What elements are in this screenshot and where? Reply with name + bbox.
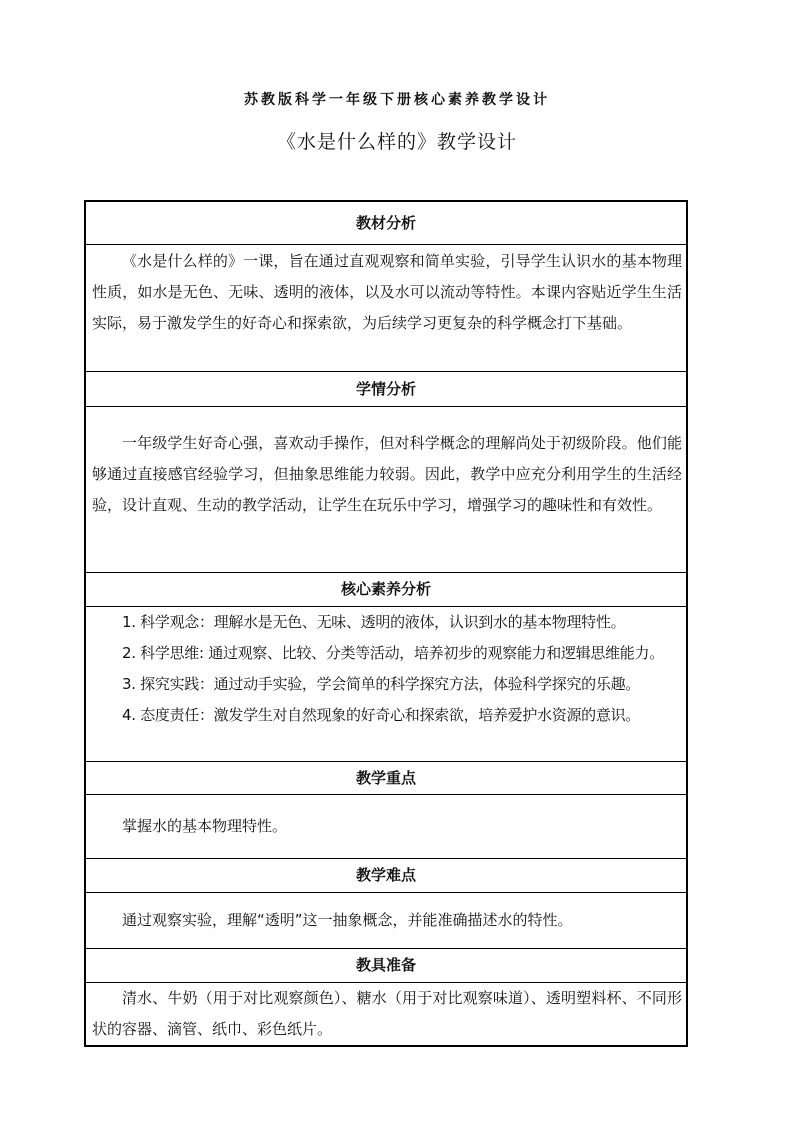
section-heading-difficulty: 教学难点 (86, 859, 686, 893)
section-body-literacy (86, 607, 686, 762)
difficulty-paragraph: 通过观察实验，理解“透明”这一抽象概念，并能准确描述水的特性。 (122, 911, 573, 929)
key-point-paragraph: 掌握水的基本物理特性。 (122, 817, 288, 835)
section-heading-materials: 教具准备 (86, 949, 686, 983)
literacy-item: 2. 科学思维: 通过观察、比较、分类等活动，培养初步的观察能力和逻辑思维能力。 (122, 644, 664, 662)
section-body-textbook (86, 245, 686, 372)
students-paragraph: 一年级学生好奇心强，喜欢动手操作，但对科学概念的理解尚处于初级阶段。他们能够通过直接感官经验学习，但抽象思维能力较弱。因此，教学中应充分利用学生的生活经验，设计直观、生动的教学活动，让学生在玩乐中学习，增强学习的趣味性和有效性。 (92, 434, 682, 514)
section-body-key-point (86, 795, 686, 859)
section-body-materials (86, 983, 686, 1045)
textbook-paragraph: 《水是什么样的》一课，旨在通过直观观察和简单实验，引导学生认识水的基本物理性质，如水是无色、无味、透明的液体，以及水可以流动等特性。本课内容贴近学生生活实际，易于激发学生的好奇心和探索欲，为后续学习更复杂的科学概念打下基础。 (92, 252, 682, 332)
materials-paragraph: 清水、牛奶（用于对比观察颜色）、糖水（用于对比观察味道）、透明塑料杯、不同形状的容器、滴管、纸巾、彩色纸片。 (92, 989, 682, 1038)
section-heading-textbook: 教材分析 (86, 202, 686, 245)
literacy-item: 3. 探究实践：通过动手实验，学会简单的科学探究方法，体验科学探究的乐趣。 (122, 675, 640, 693)
section-heading-literacy: 核心素养分析 (86, 573, 686, 607)
section-heading-key-point: 教学重点 (86, 762, 686, 795)
document-title: 《水是什么样的》教学设计 (276, 131, 517, 153)
literacy-item: 4. 态度责任：激发学生对自然现象的好奇心和探索欲，培养爱护水资源的意识。 (122, 706, 640, 724)
series-title: 苏教版科学一年级下册核心素养教学设计 (244, 92, 550, 108)
section-heading-students: 学情分析 (86, 372, 686, 407)
section-body-difficulty (86, 893, 686, 949)
lesson-plan-table (84, 200, 688, 1047)
section-body-students (86, 407, 686, 573)
literacy-item: 1. 科学观念：理解水是无色、无味、透明的液体，认识到水的基本物理特性。 (122, 613, 626, 631)
